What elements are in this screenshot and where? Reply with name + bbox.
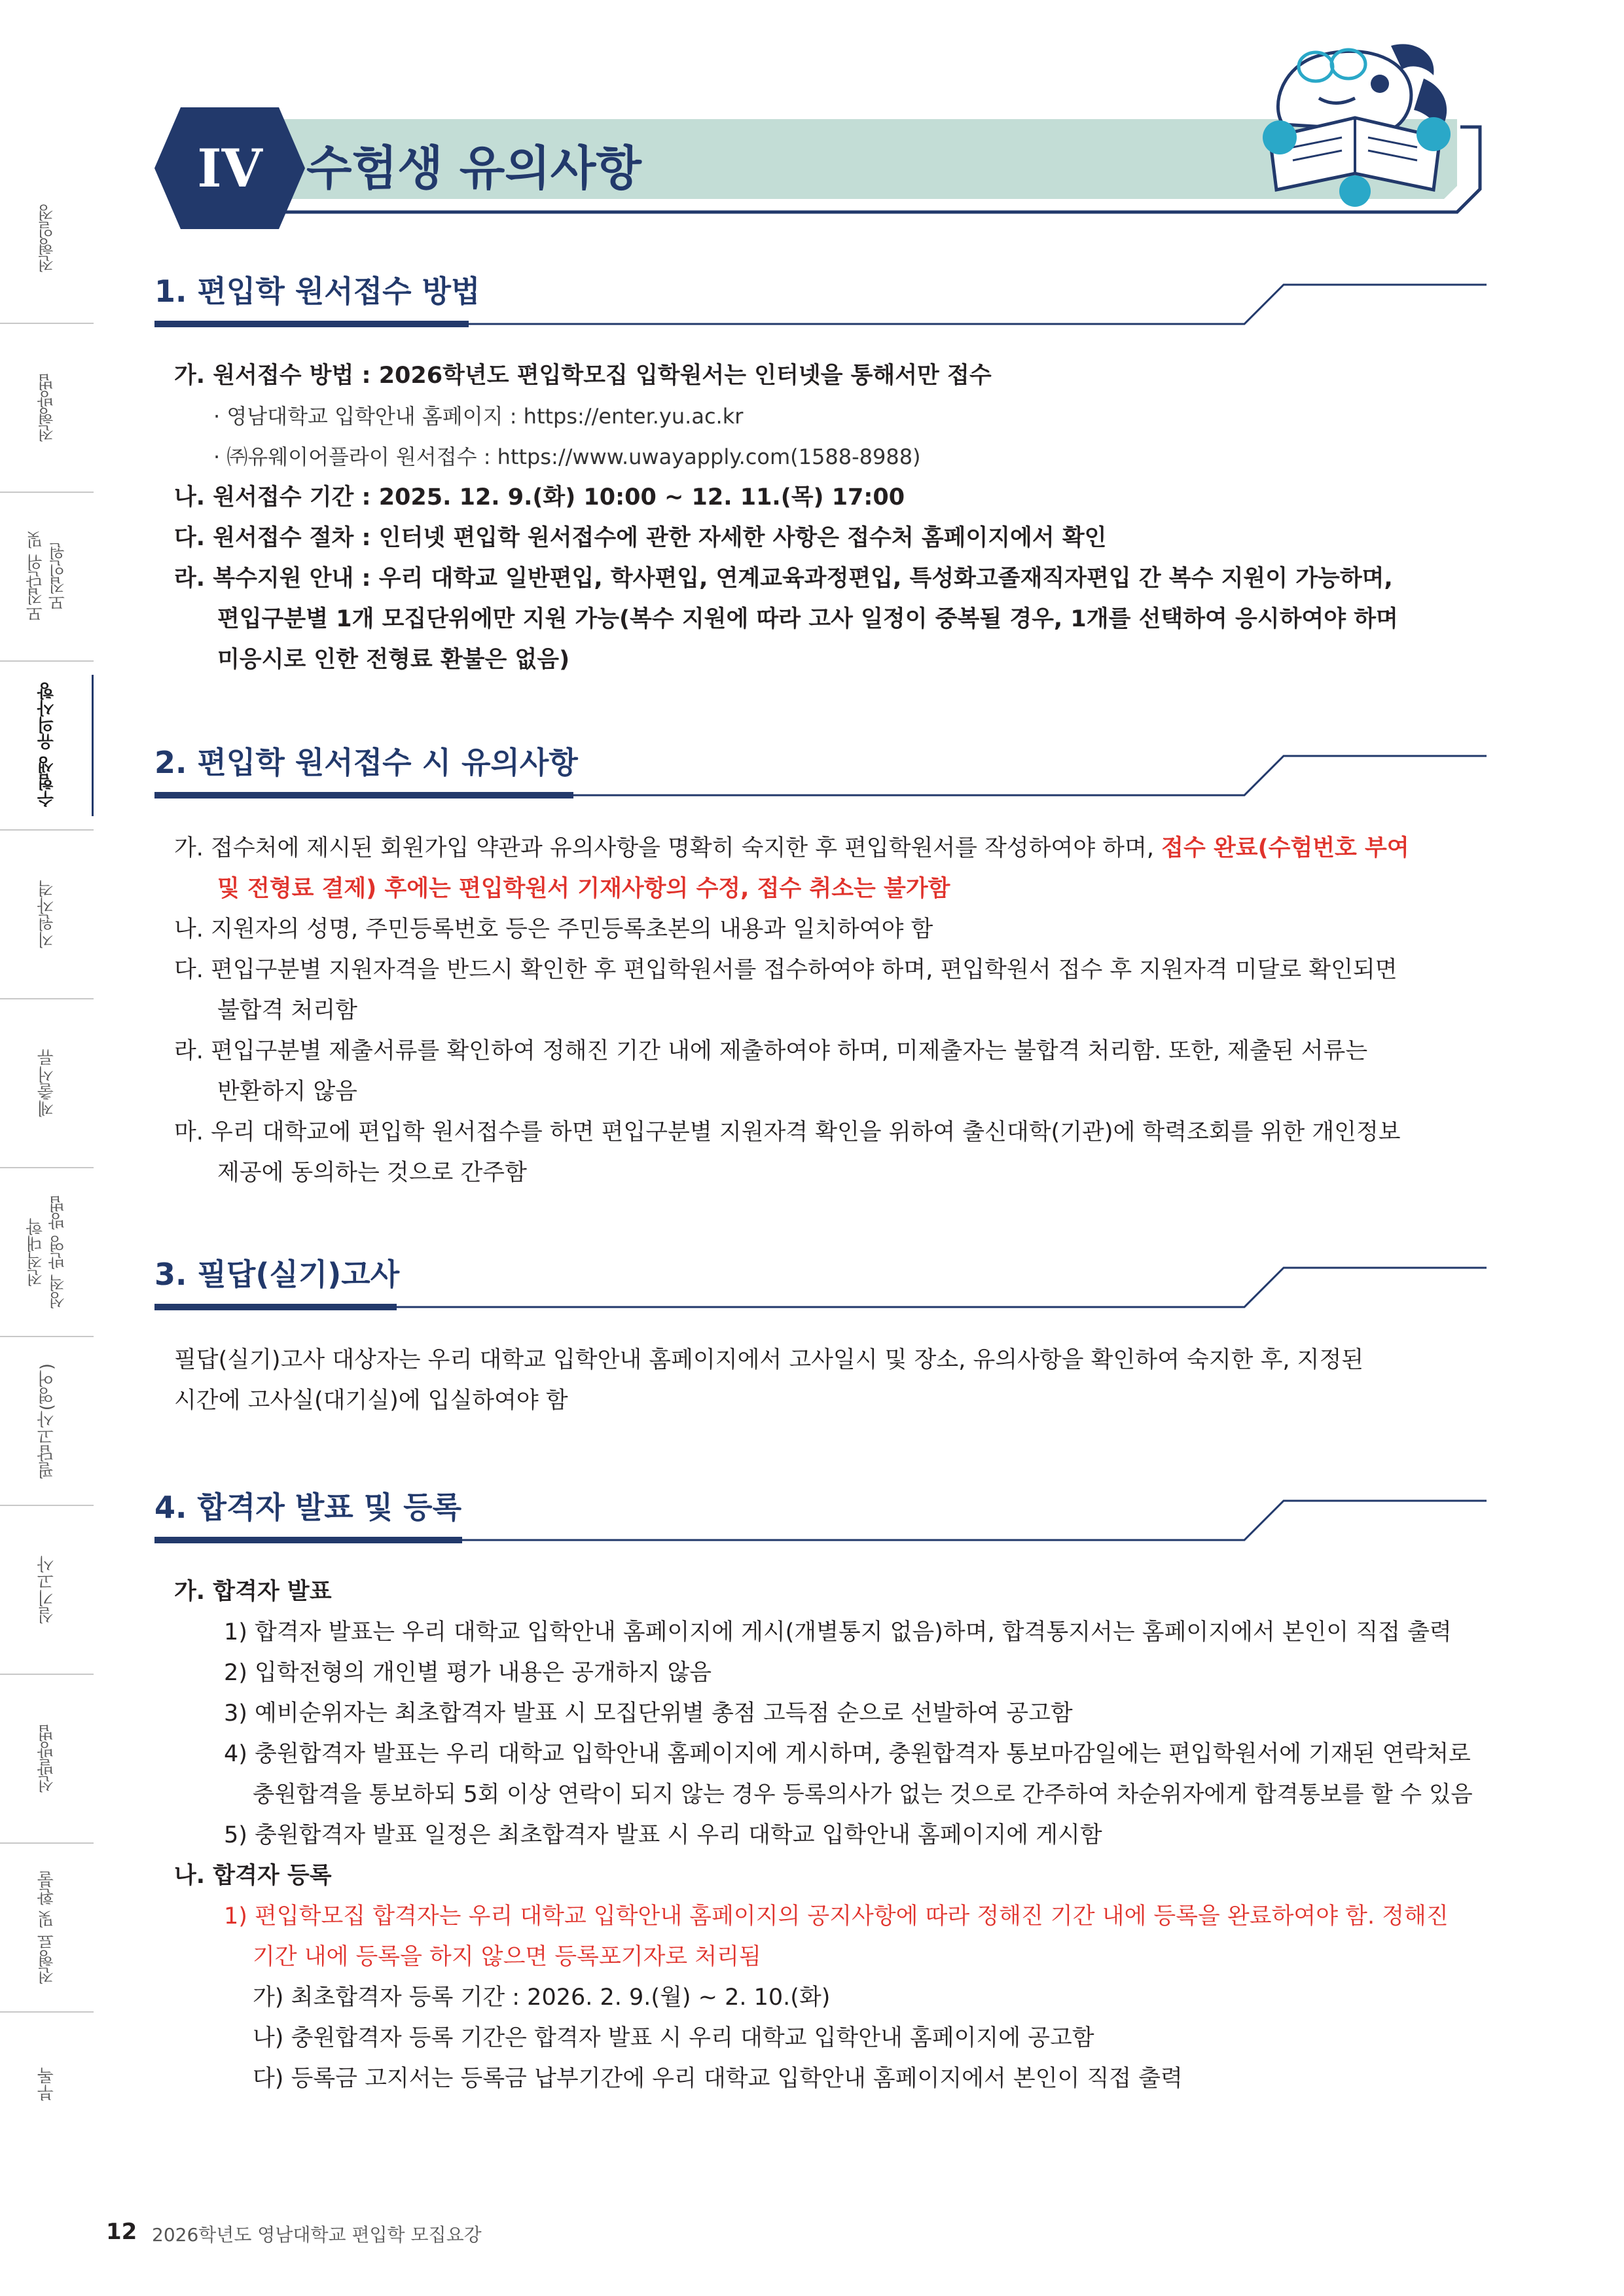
text-line: 시간에 고사실(대기실)에 입실하여야 함	[174, 1388, 568, 1414]
text-line: 3) 예비순위자는 최초합격자 발표 시 모집단위별 총점 고득점 순으로 선발하여 공고함	[224, 1700, 1073, 1727]
section-title: 1. 편입학 원서접수 방법	[154, 274, 480, 309]
warning-text: 1) 편입학모집 합격자는 우리 대학교 입학안내 홈페이지의 공지사항에 따라 정해진 기간 내에 등록을 완료하여야 함. 정해진	[224, 1903, 1449, 1929]
text-line	[174, 833, 1409, 864]
text-line: 나. 원서접수 기간 : 2025. 12. 9.(화) 10:00 ~ 12. 11.(목) 17:00	[174, 484, 905, 511]
subheading: 가. 합격자 발표	[174, 1579, 332, 1605]
text-line: 2) 입학전형의 개인별 평가 내용은 공개하지 않음	[224, 1660, 712, 1686]
nav-item-label: 모집단위 및 모집인원	[26, 531, 68, 622]
nav-item-selection-method[interactable]	[0, 324, 94, 492]
mascot-illustration	[1257, 26, 1460, 209]
nav-item-written-exam[interactable]	[0, 1337, 94, 1505]
warning-text: 접수 완료(수험번호 부여	[1161, 835, 1409, 861]
text-line: 라. 편입구분별 제출서류를 확인하여 정해진 기간 내에 제출하여야 하며, 미제출자는 불합격 처리함. 또한, 제출된 서류는	[174, 1038, 1368, 1064]
nav-item-label: 부록	[37, 2068, 57, 2102]
text-line: 5) 충원합격자 발표 일정은 최초합격자 발표 시 우리 대학교 입학안내 홈페이지에 게시함	[224, 1822, 1102, 1848]
nav-item-fees-refund[interactable]	[0, 1844, 94, 2011]
nav-item-label: 전형방법	[37, 374, 57, 442]
nav-item-label: 전형일정	[37, 204, 57, 272]
text-line: 다. 편입구분별 지원자격을 반드시 확인한 후 편입학원서를 접수하여야 하며, 편입학원서 접수 후 지원자격 미달로 확인되면	[174, 957, 1398, 983]
text-line: 제공에 동의하는 것으로 간주함	[217, 1160, 527, 1186]
nav-item-documents[interactable]	[0, 999, 94, 1167]
nav-item-appendix[interactable]	[0, 2013, 94, 2157]
text-line: 미응시로 인한 전형료 환불은 없음)	[217, 647, 570, 673]
nav-item-label: 전형료 및 환불	[37, 1871, 57, 1984]
warning-text: 및 전형료 결제) 후에는 편입학원서 기재사항의 수정, 접수 취소는 불가함	[217, 876, 950, 902]
nav-item-transcript-method[interactable]	[0, 1168, 94, 1336]
side-navigation	[0, 154, 94, 2102]
nav-item-label: 제출서류	[37, 1049, 57, 1117]
chapter-number: IV	[197, 137, 262, 199]
text-line: 다. 원서접수 절차 : 인터넷 편입학 원서접수에 관한 자세한 사항은 접수처 홈페이지에서 확인	[174, 525, 1107, 551]
section-title: 3. 필답(실기)고사	[154, 1257, 400, 1292]
text-line: 마. 우리 대학교에 편입학 원서접수를 하면 편입구분별 지원자격 확인을 위하여 출신대학(기관)에 학력조회를 위한 개인정보	[174, 1119, 1401, 1145]
text-line: 필답(실기)고사 대상자는 우리 대학교 입학안내 홈페이지에서 고사일시 및 장소, 유의사항을 확인하여 숙지한 후, 지정된	[174, 1347, 1364, 1373]
text-line: 나) 충원합격자 등록 기간은 합격자 발표 시 우리 대학교 입학안내 홈페이지에 공고함	[253, 2025, 1094, 2051]
text-line: 가. 원서접수 방법 : 2026학년도 편입학모집 입학원서는 인터넷을 통해서만 접수	[174, 363, 992, 389]
nav-item-label: 선발방법	[37, 1725, 57, 1793]
footer-doc-title: 2026학년도 영남대학교 편입학 모집요강	[152, 2224, 482, 2246]
nav-item-label: 전적대학 성적 반영 방법	[26, 1195, 68, 1309]
section-title: 2. 편입학 원서접수 시 유의사항	[154, 745, 578, 780]
text-line: 불합격 처리함	[217, 997, 357, 1024]
section-title: 4. 합격자 발표 및 등록	[154, 1490, 462, 1525]
page-number: 12	[106, 2219, 137, 2245]
nav-item-practical-exam[interactable]	[0, 1506, 94, 1674]
text-line: · ㈜유웨이어플라이 원서접수 : https://www.uwayapply.com(1588-8988)	[213, 444, 921, 469]
nav-item-schedule[interactable]	[0, 154, 94, 323]
text-line: 편입구분별 1개 모집단위에만 지원 가능(복수 지원에 따라 고사 일정이 중복될 경우, 1개를 선택하여 응시하여야 하며	[217, 606, 1398, 632]
section-4-heading	[154, 1484, 1487, 1550]
text-line: 반환하지 않음	[217, 1079, 357, 1105]
text-line: · 영남대학교 입학안내 홈페이지 : https://enter.yu.ac.kr	[213, 404, 744, 429]
section-2-heading	[154, 740, 1487, 805]
nav-item-label: 필답고사(영어)	[37, 1363, 57, 1479]
nav-item-label: 수험생 유의사항	[37, 683, 57, 808]
nav-item-label: 지원자격	[37, 880, 57, 948]
chapter-title: 수험생 유의사항	[306, 141, 641, 196]
nav-item-eligibility[interactable]	[0, 831, 94, 998]
section-1-heading	[154, 268, 1487, 334]
nav-item-applicant-notes[interactable]	[0, 662, 94, 829]
nav-item-selection[interactable]	[0, 1675, 94, 1842]
text-line: 가) 최초합격자 등록 기간 : 2026. 2. 9.(월) ~ 2. 10.(화)	[253, 1984, 831, 2011]
text-line: 다) 등록금 고지서는 등록금 납부기간에 우리 대학교 입학안내 홈페이지에서 본인이 직접 출력	[253, 2066, 1183, 2092]
text-line: 1) 합격자 발표는 우리 대학교 입학안내 홈페이지에 게시(개별통지 없음)하며, 합격통지서는 홈페이지에서 본인이 직접 출력	[224, 1619, 1452, 1645]
text-line: 라. 복수지원 안내 : 우리 대학교 일반편입, 학사편입, 연계교육과정편입, 특성화고졸재직자편입 간 복수 지원이 가능하며,	[174, 565, 1393, 592]
nav-item-label: 실기고사	[37, 1556, 57, 1624]
text-line-part: 가. 접수처에 제시된 회원가입 약관과 유의사항을 명확히 숙지한 후 편입학원서를 작성하여야 하며,	[174, 835, 1162, 861]
subheading: 나. 합격자 등록	[174, 1863, 332, 1889]
warning-text: 기간 내에 등록을 하지 않으면 등록포기자로 처리됨	[253, 1944, 761, 1970]
nav-item-recruitment-units[interactable]	[0, 493, 94, 660]
text-line: 나. 지원자의 성명, 주민등록번호 등은 주민등록초본의 내용과 일치하여야 함	[174, 916, 933, 942]
section-3-heading	[154, 1251, 1487, 1317]
text-line: 4) 충원합격자 발표는 우리 대학교 입학안내 홈페이지에 게시하며, 충원합격자 통보마감일에는 편입학원서에 기재된 연락처로	[224, 1741, 1471, 1767]
text-line: 충원합격을 통보하되 5회 이상 연락이 되지 않는 경우 등록의사가 없는 것으로 간주하여 차순위자에게 합격통보를 할 수 있음	[253, 1782, 1473, 1808]
